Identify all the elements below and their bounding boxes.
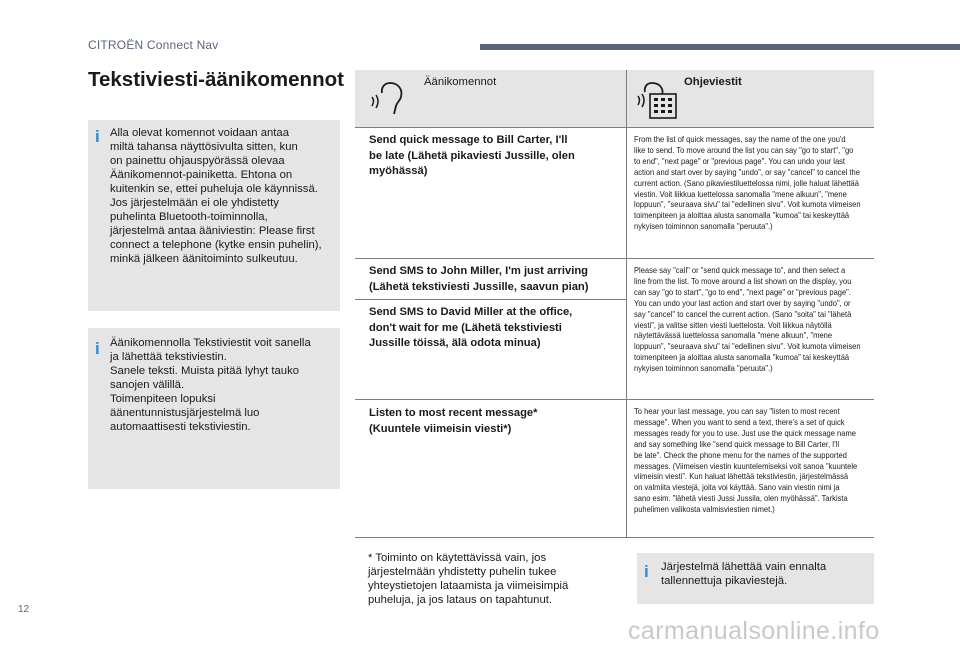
page-title: Tekstiviesti-äänikomennot: [88, 68, 344, 91]
row-command: Send SMS to David Miller at the office, don't wait for me (Lähetä tekstiviesti Jussille töissä, älä odota minua): [369, 306, 573, 349]
header-bar: [480, 44, 960, 50]
bottom-info-box: [637, 553, 874, 604]
info-icon: i: [95, 339, 100, 358]
voice-help-icon: [636, 80, 678, 125]
col1-header: Äänikomennot: [424, 76, 497, 88]
row-command: Send quick message to Bill Carter, I'll be late (Lähetä pikaviesti Jussille, olen myöhässä): [369, 134, 575, 177]
info-box-2: [88, 328, 340, 489]
col2-header: Ohjeviestit: [684, 76, 742, 88]
info-box-2-text: Äänikomennolla Tekstiviestit voit sanella ja lähettää tekstiviestin. Sanele teksti. Muista pitää lyhyt tauko sanojen välillä. Toimenpiteen lopuksi äänentunnistusjärjestelmä luo automaattisesti tekstiviestin.: [110, 337, 311, 433]
row-help: From the list of quick messages, say the name of the one you'd like to send. To move around the list you can say "go to start", "go to end", "next page" or "previous page". You can undo your last action and start over by saying "undo", or say "cancel" to cancel the current action. (Sano pikaviestiluettelossa nimi, jolle haluat lähettää viestin. Voit liikkua luettelossa sanomalla "mene alkuun", "mene loppuun", "seuraava sivu" tai "edellinen sivu". Voit kumota viimeisen toimenpiteen ja aloittaa alusta sanomalla "kumoa" tai keskeyttää nykyisen toiminnon sanomalla "peruuta".): [634, 134, 861, 232]
row-command: Listen to most recent message* (Kuuntele viimeisin viesti*): [369, 407, 538, 435]
voice-command-icon: [368, 80, 408, 121]
row-help: Please say "call" or "send quick message to", and then select a line from the list. To move around a list shown on the display, you can say "go to start", "go to end", "next page" or "previous page". You can undo your last action and start over by saying "undo", or say "cancel" to cancel the current action. (Sano "soita" tai "lähetä viesti", ja valitse sitten viesti luettelosta. Voit liikkua näytöllä näytettävässä luettelossa sanomalla "mene alkuun", "mene loppuun", "seuraava sivu" tai "edellinen sivu". Voit kumota viimeisen toimenpiteen ja aloittaa alusta sanomalla "kumoa" tai keskeyttää nykyisen toiminnon sanomalla "peruuta".): [634, 265, 861, 374]
info-box-1-text: Alla olevat komennot voidaan antaa miltä tahansa näyttösivulta sitten, kun on painettu ohjauspyörässä olevaa Äänikomennot-painiketta. Ehtona on kuitenkin se, ettei puheluja ole käynnissä. Jos järjestelmään ei ole yhdistetty puhelinta Bluetooth-toiminnolla, järjestelmä antaa ääniviestin: Please first connect a telephone (kytke ensin puhelin), minkä jälkeen äänitoiminto sulkeutuu.: [110, 127, 322, 265]
bottom-info-text: Järjestelmä lähettää vain ennalta tallennettuja pikaviestejä.: [661, 561, 827, 587]
row-help: To hear your last message, you can say "listen to most recent message". When you want to send a text, there's a set of quick messages ready for you to use. Just use the quick message name and say something like "send quick message to Bill Carter, I'll be late". Check the phone menu for the names of the supported messages. (Viimeisen viestin kuuntelemiseksi voit sanoa "kuuntele viimeisin viesti". Kun haluat lähettää tekstiviestin, järjestelmässä on valmiita viestejä, joita voi käyttää. Sano vain viestin nimi ja sano esim. "lähetä viesti Jussi Jussila, olen myöhässä". Tarkista puhelimen valikosta valmisviestien nimet.): [634, 406, 858, 515]
watermark: carmanualsonline.info: [628, 617, 880, 645]
row-command: Send SMS to John Miller, I'm just arriving (Lähetä tekstiviesti Jussille, saavun pian): [369, 265, 589, 293]
info-icon: i: [95, 127, 100, 146]
info-box-1: [88, 120, 340, 311]
header-title: CITROËN Connect Nav: [88, 38, 219, 52]
info-icon: i: [644, 562, 649, 581]
page-number: 12: [18, 604, 30, 615]
footnote: * Toiminto on käytettävissä vain, jos järjestelmään yhdistetty puhelin tukee yhteystietojen lataamista ja viimeisimpiä puheluja, ja jos lataus on tapahtunut.: [368, 552, 569, 606]
